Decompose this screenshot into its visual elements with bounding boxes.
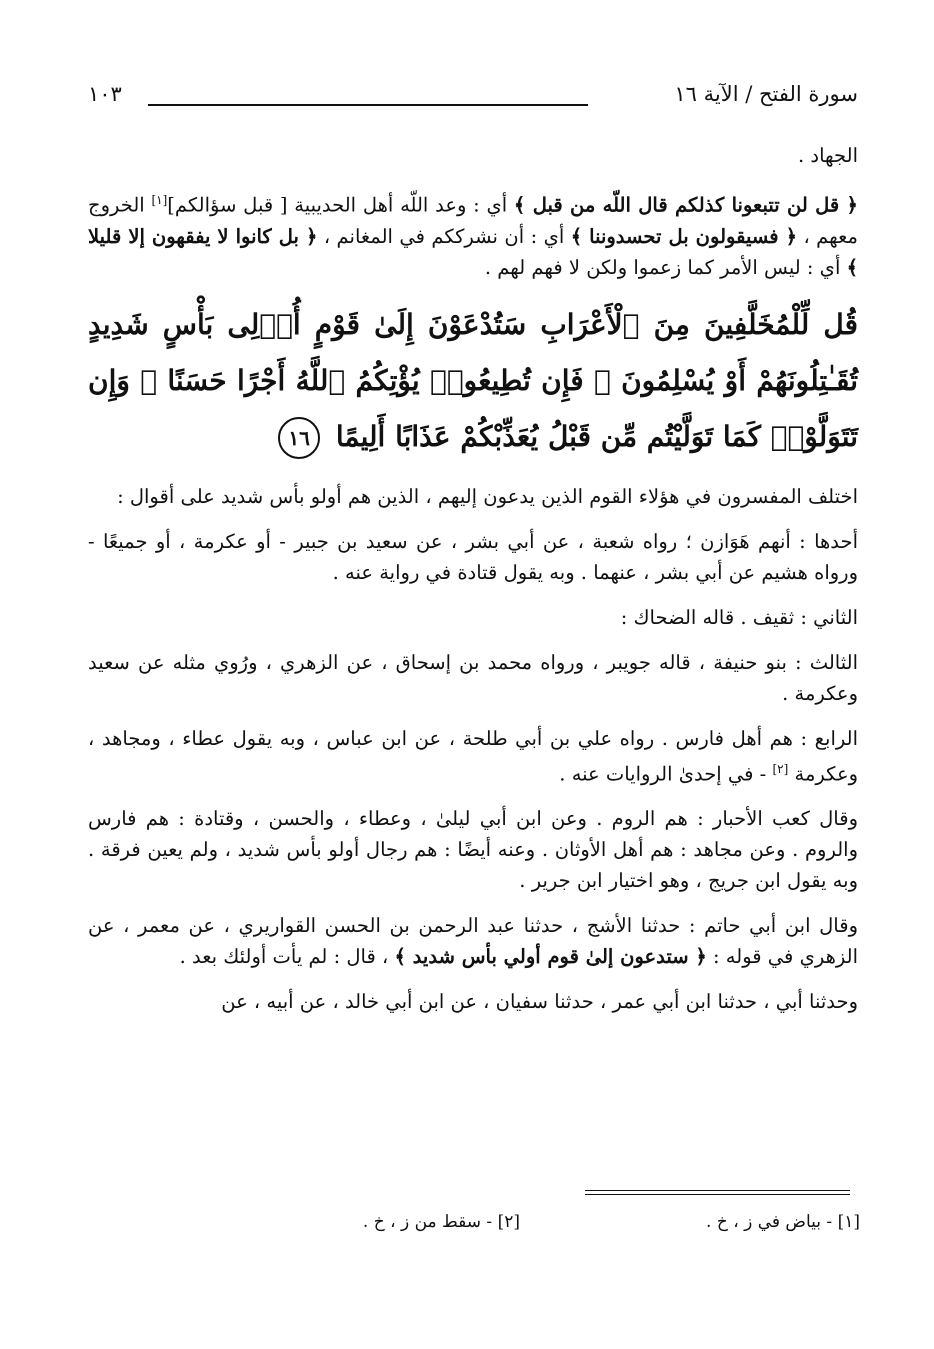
footnotes xyxy=(200,1212,860,1242)
paragraph-kaab xyxy=(88,803,858,896)
paragraph-text: وقال كعب الأحبار : هم الروم . وعن ابن أبي ليلىٰ ، وعطاء ، والحسن ، وقتادة : هم فارس والروم . وعن مجاهد : هم أهل الأوثان . وعنه أيضًا : هم رجال أولو بأس شديد ، ولم يعين فرقة . وبه يقول ابن جريج ، وهو اختيار ابن جرير . xyxy=(88,807,858,892)
paragraph-text: الرابع : هم أهل فارس . رواه علي بن أبي طلحة ، عن ابن عباس ، وبه يقول عطاء ، ومجاهد ، وعكرمة xyxy=(88,726,858,785)
footnote-ref: [٢] xyxy=(772,761,789,776)
quran-quote: ﴿ ستدعون إلىٰ قوم أولي بأس شديد ﴾ xyxy=(394,945,707,968)
paragraph-intro xyxy=(88,481,858,512)
page-number: ١٠٣ xyxy=(88,82,122,106)
paragraph-second-opinion xyxy=(88,602,858,633)
paragraph-text: الثالث : بنو حنيفة ، قاله جويبر ، ورواه محمد بن إسحاق ، عن الزهري ، ورُوي مثله عن سعيد وعكرمة . xyxy=(88,650,858,705)
paragraph-text: وقال ابن أبي حاتم : حدثنا الأشج ، حدثنا عبد الرحمن بن الحسن القواريري ، عن معمر ، عن الزهري في قوله : xyxy=(88,914,858,968)
header-rule xyxy=(148,104,588,106)
quran-quote: ﴿ فسيقولون بل تحسدوننا ﴾ xyxy=(570,224,798,248)
verse-text: قُل لِّلْمُخَلَّفِينَ مِنَ ٱلْأَعْرَابِ سَتُدْعَوْنَ إِلَىٰ قَوْمٍ أُو۟لِى بَأْسٍ شَدِيدٍ تُقَـٰتِلُونَهُمْ أَوْ يُسْلِمُونَ ۖ فَإِن تُطِيعُوا۟ يُؤْتِكُمُ ٱللَّهُ أَجْرًا حَسَنًا ۖ وَإِن تَتَوَلَّوْا۟ كَمَا تَوَلَّيْتُم مِّن قَبْلُ يُعَذِّبْكُمْ عَذَابًا أَلِيمًا xyxy=(88,307,859,453)
paragraph-text: أي : أن نشرككم في المغانم ، xyxy=(317,224,571,248)
paragraph-text: اختلف المفسرون في هؤلاء القوم الذين يدعون إليهم ، الذين هم أولو بأس شديد على أقوال : xyxy=(117,484,858,508)
paragraph-text: ، قال : لم يأت أولئك بعد . xyxy=(179,945,395,968)
paragraph-text: أي : ليس الأمر كما زعموا ولكن لا فهم لهم . xyxy=(484,255,847,279)
quran-quote: ﴿ بل كانوا لا يفقهون إلا قليلا ﴾ xyxy=(88,224,858,279)
quran-verse xyxy=(88,297,858,465)
ayah-number-icon: ١٦ xyxy=(278,417,320,459)
quran-quote: ﴿ قل لن تتبعونا كذلكم قال اللّه من قبل ﴾ xyxy=(513,193,858,217)
paragraph-text: - في إحدىٰ الروايات عنه . xyxy=(559,762,773,785)
footnote-ref: [١] xyxy=(151,193,168,207)
paragraph-jihad xyxy=(88,140,858,171)
page-header xyxy=(88,78,858,118)
paragraph-text: أي : وعد اللّه أهل الحديبية [ قبل سؤالكم] xyxy=(167,193,514,217)
running-title: سورة الفتح / الآية ١٦ xyxy=(674,82,858,106)
paragraph-text: وحدثنا أبي ، حدثنا ابن أبي عمر ، حدثنا سفيان ، عن ابن أبي خالد ، عن أبيه ، عن xyxy=(221,990,858,1013)
paragraph-text: الخروج معهم ، xyxy=(88,193,858,248)
paragraph-tafsir-1 xyxy=(88,185,858,283)
paragraph-text: الثاني : ثقيف . قاله الضحاك : xyxy=(620,605,858,629)
paragraph-ibn-abi-hatim xyxy=(88,910,858,972)
paragraph-fourth-opinion xyxy=(88,723,858,790)
footnote-1: [١] - بياض في ز ، خ . xyxy=(706,1212,860,1232)
footnote-rule xyxy=(585,1190,850,1195)
page-body xyxy=(88,140,858,1031)
paragraph-text: أحدها : أنهم هَوَازن ؛ رواه شعبة ، عن أبي بشر ، عن سعيد بن جبير - أو عكرمة ، أو جميعًا - ورواه هشيم عن أبي بشر ، عنهما . وبه يقول قتادة في رواية عنه . xyxy=(88,529,858,584)
footnote-2: [٢] - سقط من ز ، خ . xyxy=(362,1212,520,1232)
paragraph-text: الجهاد . xyxy=(798,144,858,167)
paragraph-third-opinion xyxy=(88,647,858,709)
paragraph-first-opinion xyxy=(88,526,858,588)
paragraph-hadith-chain xyxy=(88,986,858,1017)
